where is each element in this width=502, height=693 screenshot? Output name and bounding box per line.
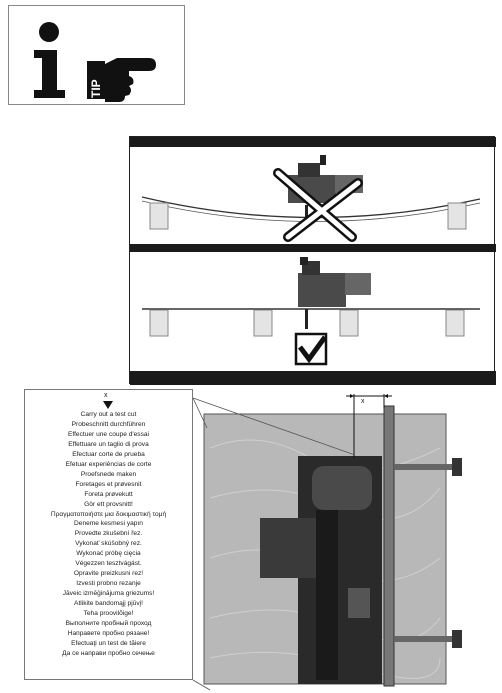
instruction-line: Да се направи пробно сечење	[62, 649, 155, 657]
instruction-line: Efectuaţi un test de tăiere	[71, 639, 146, 647]
instruction-line: Végezzen tesztvágást.	[75, 560, 142, 568]
instruction-line: Πραγματοποιήστε μια δοκιμαστική τομή	[50, 510, 167, 518]
instruction-line: Proefsnede maken	[80, 470, 137, 478]
instruction-line: Teha proovilõige!	[83, 610, 134, 618]
instruction-line: Provedte zkušební řez.	[74, 530, 143, 538]
instruction-line: Izvesti probno rezanje	[76, 580, 141, 588]
instruction-line: Wykonać próbę cięcia	[76, 550, 141, 558]
instruction-line: Направете пробно рязане!	[67, 629, 150, 637]
instruction-line: Foreta prøvekutt	[84, 490, 133, 498]
instruction-line: Jāveic izmēģinājuma griezums!	[62, 590, 155, 598]
instruction-line: Vykonať skúšobný rez.	[75, 540, 142, 548]
instruction-line: Effectuer une coupe d'essai	[67, 430, 150, 438]
instruction-line: Opravite preizkusni rez!	[73, 570, 144, 578]
x-dimension-label: x	[361, 398, 365, 405]
instruction-line: Efetuar experiências de corte	[65, 460, 152, 468]
down-arrow-icon	[103, 401, 113, 409]
instruction-line: Carry out a test cut	[80, 411, 137, 418]
test-cut-callout	[24, 389, 193, 680]
instruction-line: Probeschnitt durchführen	[71, 420, 146, 428]
instruction-line: Efectuar corte de prueba	[72, 450, 145, 458]
instruction-line: Выполните пробный проход	[65, 620, 152, 628]
instruction-line: Gör ett provsnitt!	[84, 500, 133, 508]
callout-x-label: x	[104, 392, 108, 399]
instruction-line: Deneme kesmesi yapın	[74, 520, 143, 528]
instruction-line: Atlikite bandomąjį pjūvį!	[74, 600, 143, 608]
instruction-lines	[25, 410, 192, 659]
tip-label: TIP	[89, 79, 103, 98]
instruction-line: Effettuare un taglio di prova	[68, 440, 149, 448]
instruction-line: Foretages et prøvesnit	[75, 480, 142, 488]
